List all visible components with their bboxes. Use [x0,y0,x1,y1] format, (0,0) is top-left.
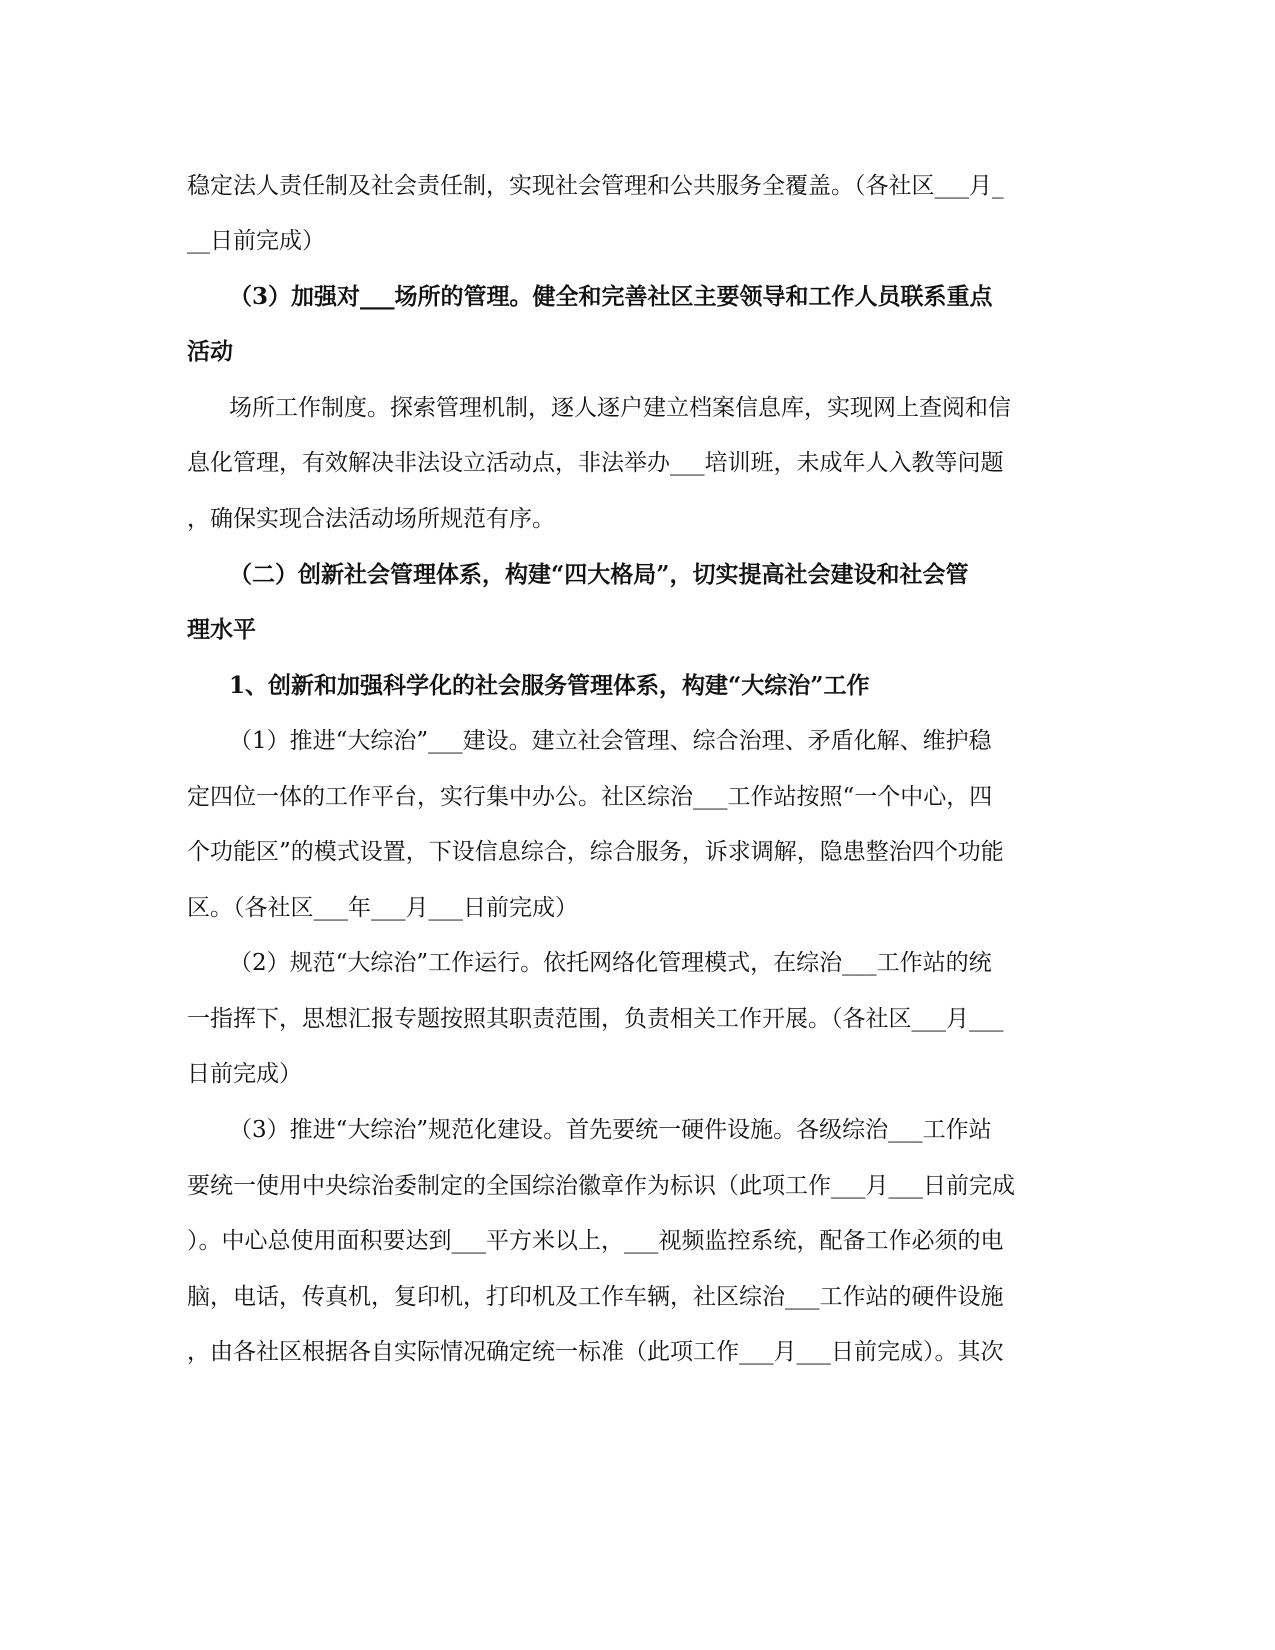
text-line: ，由各社区根据各自实际情况确定统一标准（此项工作___月___日前完成）。其次 [187,1339,1004,1365]
text-line: ）。中心总使用面积要达到___平方米以上，___视频监控系统，配备工作必须的电 [187,1228,1004,1254]
text-line: 区。（各社区___年___月___日前完成） [187,895,578,921]
subsection-heading: 1、创新和加强科学化的社会服务管理体系，构建“大综治”工作 [229,672,870,699]
text-line: 一指挥下，思想汇报专题按照其职责范围，负责相关工作开展。（各社区___月___ [187,1006,1004,1032]
section-heading: 理水平 [187,616,256,643]
heading-line: 活动 [187,338,233,365]
text-line: 要统一使用中央综治委制定的全国综治徽章作为标识（此项工作___月___日前完成 [187,1173,1015,1199]
text-line: 息化管理，有效解决非法设立活动点，非法举办___培训班，未成年人入教等问题 [187,450,1004,476]
text-line: （1）推进“大综治”___建设。建立社会管理、综合治理、矛盾化解、维护稳 [229,728,992,754]
heading-line: （3）加强对___场所的管理。健全和完善社区主要领导和工作人员联系重点 [229,283,993,310]
text-line: （3）推进“大综治”规范化建设。首先要统一硬件设施。各级综治___工作站 [229,1117,992,1143]
text-line: （2）规范“大综治”工作运行。依托网络化管理模式，在综治___工作站的统 [229,950,992,976]
text-line: 日前完成） [187,1061,302,1087]
text-line: 定四位一体的工作平台，实行集中办公。社区综治___工作站按照“一个中心，四 [187,784,993,810]
text-line: ，确保实现合法活动场所规范有序。 [187,506,555,532]
text-line: 脑，电话，传真机，复印机，打印机及工作车辆，社区综治___工作站的硬件设施 [187,1284,1004,1310]
text-line: 个功能区”的模式设置，下设信息综合，综合服务，诉求调解，隐患整治四个功能 [187,839,1004,865]
text-line: 稳定法人责任制及社会责任制，实现社会管理和公共服务全覆盖。（各社区___月_ [187,173,1004,199]
text-line: 场所工作制度。探索管理机制，逐人逐户建立档案信息库，实现网上查阅和信 [229,395,1011,421]
text-line: __日前完成） [187,228,325,254]
section-heading: （二）创新社会管理体系，构建“四大格局”，切实提高社会建设和社会管 [229,561,969,588]
